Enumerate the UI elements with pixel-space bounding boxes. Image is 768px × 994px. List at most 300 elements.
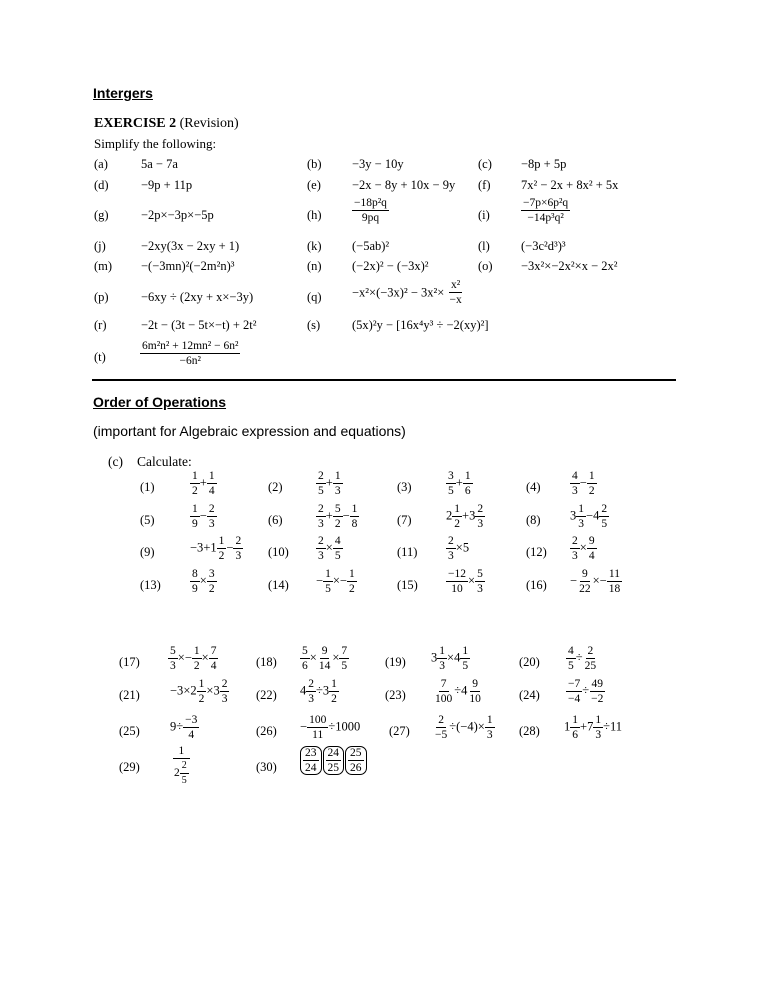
item-expression: −6xy ÷ (2xy + x×−3y) [141,290,254,304]
math-token: 11 [609,719,622,734]
item-expression [140,340,240,367]
fraction [593,714,603,741]
fraction [333,470,343,497]
problem-expression [446,470,473,497]
fraction [233,535,243,562]
item-expression [352,279,464,306]
fraction [587,535,597,562]
denominator: 100 [435,693,453,705]
problem-label: (28) [519,724,540,738]
math-token: ÷ [316,683,323,698]
numerator: 49 [591,678,603,690]
numerator: 1 [208,470,215,482]
problem-label: (15) [397,578,418,592]
item-expression: −3y − 10y [352,157,404,171]
fraction [207,568,217,595]
problem-label: (18) [256,655,277,669]
item-expression [521,197,570,224]
fraction [475,503,485,530]
item-label: (p) [94,290,109,304]
denominator: 2 [331,693,337,705]
numerator: 2 [448,535,454,547]
denominator: 3 [170,660,176,672]
fraction [172,745,191,787]
numerator: 5 [477,568,483,580]
denominator: 3 [477,518,484,530]
fraction [437,645,447,672]
problem-expression [190,470,217,497]
denominator: 3 [221,693,228,705]
numerator: 2 [235,535,242,547]
denominator: 5 [568,660,574,672]
math-token: ÷ [582,683,590,698]
denominator: 11 [312,729,324,741]
problem-label: (4) [526,480,541,494]
item-label: (i) [478,208,490,222]
math-token: 3 [322,683,330,698]
math-token: × [201,650,209,665]
parenthesized-term [323,746,345,775]
section-heading-integers: Intergers [93,85,153,101]
item-label: (l) [478,239,490,253]
fraction [570,470,580,497]
numerator: 2 [318,535,324,547]
item-expression: −9p + 11p [141,178,193,192]
denominator: 3 [334,485,341,497]
problem-label: (6) [268,513,283,527]
math-token: 2 [174,767,180,780]
denominator: 5 [462,660,469,672]
math-token: 3 [570,508,577,523]
denominator: 3 [439,660,445,672]
fraction [583,645,599,672]
math-token: −3 [190,540,204,555]
item-expression: 7x² − 2x + 8x² + 5x [521,178,619,192]
problem-expression [300,714,360,741]
denominator: 9pq [361,212,380,224]
denominator: 2 [193,660,200,672]
math-token: − [342,508,350,523]
numerator: 1 [486,714,493,726]
denominator: 3 [318,518,324,530]
item-expression: −2xy(3x − 2xy + 1) [141,239,240,253]
denominator: 18 [608,583,621,595]
math-token: 5 [462,540,470,555]
numerator: 5 [334,503,341,515]
problem-expression [170,714,199,741]
math-token: 3 [213,683,220,698]
problem-expression [446,503,485,530]
denominator [172,759,191,787]
math-token: 3 [469,508,476,523]
denominator: 3 [572,485,578,497]
denominator: 4 [588,550,595,562]
denominator: 3 [448,550,454,562]
problem-expression [190,568,217,595]
math-token: − [300,719,308,734]
fraction [316,535,326,562]
problem-expression [168,645,218,672]
math-token: 4 [454,650,461,665]
fraction [577,568,593,595]
problem-label: (8) [526,513,541,527]
denominator: 26 [350,762,362,774]
problem-label: (25) [119,724,140,738]
item-expression: (−3c²d³)³ [521,239,566,253]
math-token: − [339,573,347,588]
item-expression: −3x²×−2x²×x − 2x² [521,259,618,273]
item-expression: −(−3mn)²(−2m²n)³ [141,259,235,273]
fraction [599,503,609,530]
fraction [570,535,580,562]
fraction [460,645,470,672]
denominator: 9 [192,583,198,595]
numerator: −12 [448,568,466,580]
fraction [209,645,219,672]
numerator: 1 [348,568,355,580]
numerator: −7 [568,678,581,690]
item-label: (f) [478,178,491,192]
fraction [589,678,605,705]
math-token: 2 [190,683,197,698]
numerator: −7p×6p²q [523,197,569,209]
problem-label: (17) [119,655,140,669]
math-token: 1 [564,719,571,734]
numerator: 5 [170,645,176,657]
math-token: 3 [431,650,438,665]
problem-expression [570,568,622,595]
item-label: (n) [307,259,322,273]
fraction [607,568,623,595]
problem-expression [446,535,469,562]
fraction [316,503,326,530]
math-token: ÷ [454,683,462,698]
math-token: × [325,540,333,555]
denominator: 25 [327,762,339,774]
denominator: 2 [348,583,355,595]
math-token: × [579,540,587,555]
item-expression: (5x)²y − [16x⁴y³ ÷ −2(xy)²] [352,318,489,332]
fraction [190,470,200,497]
fraction [323,568,333,595]
fraction [446,568,468,595]
numerator: 1 [198,678,205,690]
fraction [347,568,357,595]
numerator: 3 [448,470,454,482]
math-token: ÷ [603,719,610,734]
problem-label: (7) [397,513,412,527]
denominator: 22 [579,583,591,595]
fraction [317,645,333,672]
math-token: 4 [300,683,307,698]
numerator: 2 [601,503,608,515]
fraction [192,645,202,672]
expression-text: −x²×(−3x)² − 3x²× [352,285,445,300]
fraction [566,645,576,672]
numerator: 1 [439,645,445,657]
fraction [333,535,343,562]
problem-label: (26) [256,724,277,738]
denominator: 25 [584,660,597,672]
denominator: −2 [591,693,604,705]
denominator: 5 [334,550,341,562]
denominator: 10 [451,583,463,595]
problem-label: (5) [140,513,155,527]
problem-label: (30) [256,760,277,774]
numerator: 100 [309,714,327,726]
problem-expression [316,470,343,497]
fraction [566,678,582,705]
math-token: + [325,508,333,523]
math-token: × [332,573,340,588]
problem-expression [431,645,470,672]
problem-expression [316,535,343,562]
item-expression: (−2x)² − (−3x)² [352,259,429,273]
numerator: 1 [454,503,460,515]
denominator: 5 [341,660,348,672]
item-expression [352,197,389,224]
fraction [433,678,454,705]
problem-expression [566,678,605,705]
numerator: 2 [572,535,578,547]
item-label: (t) [94,350,106,364]
math-token: + [199,475,207,490]
numerator: 4 [568,645,574,657]
math-token: ÷ [449,719,457,734]
numerator: 2 [438,714,444,726]
problem-expression [300,746,368,775]
problem-label: (9) [140,545,155,559]
math-token: 2 [446,508,453,523]
problem-expression [300,645,349,672]
problem-expression [190,535,243,562]
denominator: 6 [302,660,308,672]
fraction [303,747,319,774]
numerator: 1 [192,503,198,515]
denominator: 2 [218,550,225,562]
math-token: − [316,573,324,588]
math-token: − [599,573,607,588]
fraction [300,645,310,672]
fraction [433,714,449,741]
math-token: − [226,540,234,555]
calculate-title: Calculate: [136,454,192,469]
numerator: 2 [318,470,324,482]
numerator: 5 [302,645,308,657]
numerator: 7 [210,645,217,657]
item-expression: −2x − 8y + 10x − 9y [352,178,456,192]
numerator: 24 [327,747,339,759]
denominator: 2 [334,518,341,530]
denominator: 2 [588,485,595,497]
problem-label: (19) [385,655,406,669]
math-token: × [455,540,463,555]
denominator: 5 [601,518,608,530]
problem-label: (20) [519,655,540,669]
problem-expression [570,470,597,497]
section-divider [92,379,676,381]
math-token: − [570,573,578,588]
denominator: 3 [308,693,314,705]
fraction [329,678,339,705]
denominator: 8 [351,518,358,530]
numerator: 1 [192,470,198,482]
math-token: ÷ [176,719,184,734]
fraction [140,340,240,367]
denominator: 14 [318,660,331,672]
math-token: × [477,719,485,734]
numerator: 1 [462,645,469,657]
fraction [475,568,485,595]
numerator: 9 [588,535,595,547]
denominator: −4 [568,693,581,705]
math-token: × [309,650,317,665]
denominator: 2 [192,485,198,497]
math-token: − [586,508,594,523]
item-expression: −2t − (3t − 5t×−t) + 2t² [141,318,257,332]
denominator: 4 [208,485,215,497]
fraction [217,535,227,562]
fraction [197,678,207,705]
fraction [190,568,200,595]
problem-label: (21) [119,688,140,702]
problem-label: (22) [256,688,277,702]
fraction [352,197,389,224]
denominator: 6 [464,485,471,497]
math-token: × [206,683,214,698]
denominator: −14p³q² [527,212,564,224]
calculate-heading [108,454,192,470]
math-token: × [468,573,476,588]
problem-expression [564,714,622,741]
problem-label: (24) [519,688,540,702]
denominator: 4 [210,660,217,672]
problem-expression [190,503,217,530]
denominator: 2 [208,583,215,595]
denominator: 3 [235,550,242,562]
problem-label: (1) [140,480,155,494]
problem-expression [446,568,485,595]
denominator: 3 [572,550,578,562]
denominator: 3 [595,729,602,741]
item-label: (a) [94,157,108,171]
numerator: 1 [334,470,341,482]
item-label: (k) [307,239,322,253]
exercise-number: EXERCISE 2 [94,116,177,131]
numerator: x² [450,279,461,291]
item-label: (b) [307,157,322,171]
item-label: (j) [94,239,106,253]
fraction [350,503,360,530]
item-expression: (−5ab)² [352,239,390,253]
fraction [333,503,343,530]
exercise-revision-note: (Revision) [179,116,239,131]
denominator: 10 [469,693,481,705]
fraction [446,535,456,562]
denominator: −x [449,294,462,306]
math-token: × [447,650,455,665]
fraction [576,503,586,530]
problem-label: (27) [389,724,410,738]
math-token: 4 [461,683,468,698]
fraction [326,747,342,774]
denominator: 3 [578,518,584,530]
numerator: 1 [464,470,471,482]
problem-label: (2) [268,480,283,494]
fraction [220,678,230,705]
math-token: + [325,475,333,490]
denominator: 4 [188,729,195,741]
problem-label: (23) [385,688,406,702]
problem-expression [316,503,359,530]
problem-label: (12) [526,545,547,559]
denominator: 5 [318,485,324,497]
denominator: 3 [477,583,483,595]
item-label: (q) [307,290,322,304]
problem-expression [570,535,597,562]
math-token: × [177,650,185,665]
fraction [570,714,580,741]
math-token: + [580,719,588,734]
math-token: × [183,683,191,698]
numerator: 1 [595,714,602,726]
math-token: 1000 [335,719,361,734]
denominator: 5 [448,485,454,497]
denominator: 3 [208,518,215,530]
denominator: 2 [454,518,460,530]
denominator: 3 [318,550,324,562]
numerator: 1 [351,503,358,515]
fraction [348,747,364,774]
exercise-title [94,116,239,132]
problem-label: (3) [397,480,412,494]
fraction [447,279,463,306]
numerator: 1 [572,714,578,726]
denominator: 5 [181,775,187,786]
math-token: − [579,475,587,490]
problem-label: (13) [140,578,161,592]
numerator: 9 [581,568,588,580]
numerator: 2 [318,503,324,515]
section-subtitle: (important for Algebraic expression and equations) [93,423,406,439]
numerator: 9 [472,678,478,690]
problem-label: (14) [268,578,289,592]
fraction [485,714,495,741]
numerator: 23 [305,747,317,759]
fraction [168,645,178,672]
numerator: 2 [308,678,314,690]
numerator: 3 [208,568,215,580]
fraction [180,760,189,787]
math-token: + [462,508,470,523]
fraction [446,470,456,497]
item-label: (e) [307,178,321,192]
numerator: 11 [608,568,620,580]
math-token: − [199,508,207,523]
denominator: 24 [305,762,317,774]
math-token: + [455,475,463,490]
numerator: 7 [440,678,447,690]
problem-expression [566,645,598,672]
denominator: −5 [435,729,448,741]
math-token: × [332,650,340,665]
numerator: 2 [477,503,484,515]
item-label: (d) [94,178,109,192]
item-label: (o) [478,259,493,273]
exercise-instruction: Simplify the following: [94,136,217,151]
calculate-label: (c) [108,454,123,469]
numerator: 1 [218,535,225,547]
